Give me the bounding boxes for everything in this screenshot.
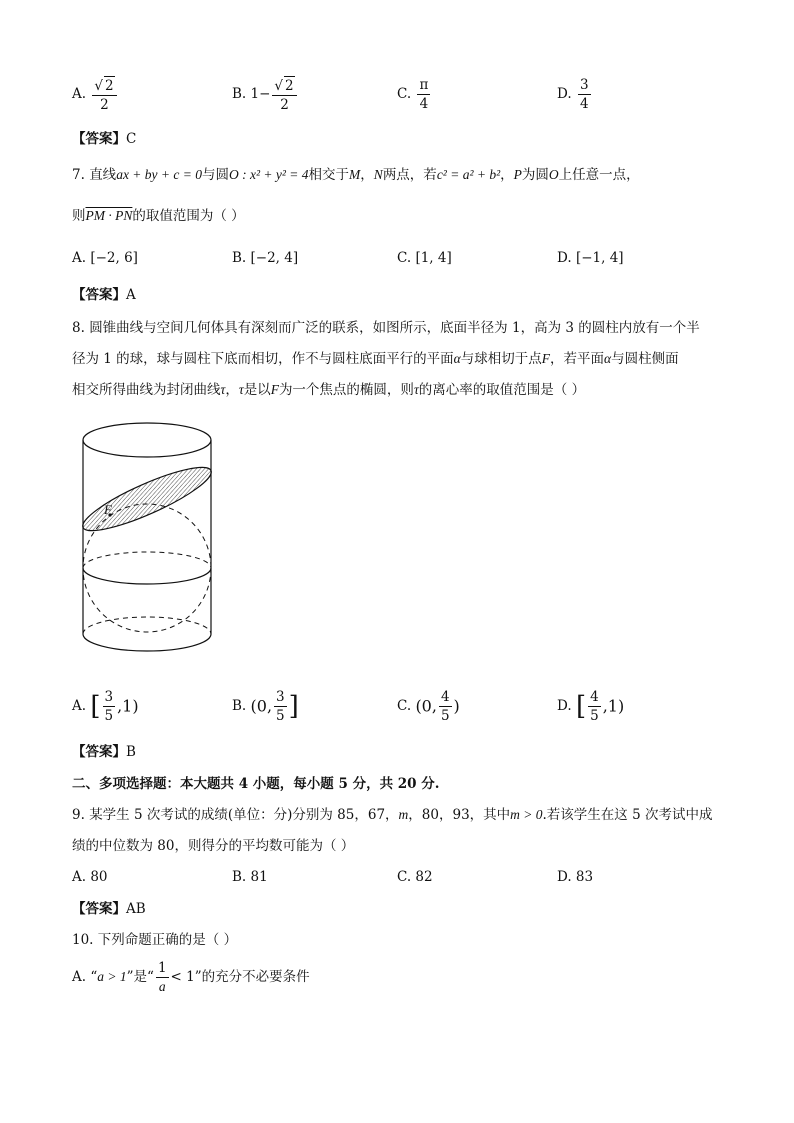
sphere-equator-front [83,568,211,584]
q9-option-a: A. 80 [72,869,108,885]
q7-option-c: C. [1, 4] [397,250,452,266]
q7-answer: 【答案】A [72,287,136,303]
q7-line2: 则PM · PN的取值范围为（ ） [72,208,245,224]
q9-option-b: B. 81 [232,869,268,885]
q9-option-d: D. 83 [557,869,594,885]
q6-option-d: D. $\frac{3}{4}$ [557,77,589,112]
q8-line2: 径为 1 的球，球与圆柱下底而相切，作不与圆柱底面平行的平面α与球相切于点F，若平面α与圆柱侧面 [72,351,679,367]
q8-answer: 【答案】B [72,744,136,760]
q6-option-c: C. $\frac{\pi}{4}$ [397,77,429,112]
q7-line1: 7. 直线ax + by + c = 0与圆O : x² + y² = 4相交于M，N两点，若c² = a² + b²，P为圆O上任意一点， [72,167,640,183]
q8-line3: 相交所得曲线为封闭曲线τ，τ是以F为一个焦点的椭圆，则τ的离心率的取值范围是（ ） [72,382,586,398]
cylinder-bottom-front [83,634,211,651]
tilted-ellipse-tau [77,457,217,541]
q6-answer: 【答案】C [72,131,137,147]
q9-answer: 【答案】AB [72,901,146,917]
q9-line2: 绩的中位数为 80，则得分的平均数可能为（ ） [72,838,355,854]
q10-option-a: A. “a > 1”是“ $\frac{1}{a}$ < 1”的充分不必要条件 [72,960,310,994]
cylinder-top-ellipse [83,423,211,457]
q8-option-d: D. [ $\frac{4}{5}$ ,1) [557,689,625,724]
q8-option-c: C. (0, $\frac{4}{5}$ ) [397,689,460,724]
q7-option-b: B. [−2, 4] [232,250,299,266]
q6-option-a: A. $\frac{√ 2}{2}$ [72,72,119,116]
focus-label-f: F [104,502,112,517]
cylinder-bottom-back [83,617,211,634]
q8-line1: 8. 圆锥曲线与空间几何体具有深刻而广泛的联系，如图所示，底面半径为 1，高为 3 的圆柱内放有一个半 [72,320,700,336]
section2-heading: 二、多项选择题：本大题共 4 小题，每小题 5 分，共 20 分. [72,776,440,792]
q7-option-d: D. [−1, 4] [557,250,624,266]
q8-option-b: B. (0, $\frac{3}{5}$ ] [232,689,299,724]
sphere-equator-back [83,552,211,568]
q9-option-c: C. 82 [397,869,433,885]
q8-cylinder-figure [74,418,220,662]
q9-line1: 9. 某学生 5 次考试的成绩(单位：分)分别为 85，67，m，80，93，其中m > 0.若该学生在这 5 次考试中成 [72,807,713,823]
q10-stem: 10. 下列命题正确的是（ ） [72,932,238,948]
q8-option-a: A. [ $\frac{3}{5}$ ,1) [72,689,139,724]
q7-option-a: A. [−2, 6] [72,250,138,266]
q6-option-b: B. 1− $\frac{√ 2}{2}$ [232,72,299,116]
